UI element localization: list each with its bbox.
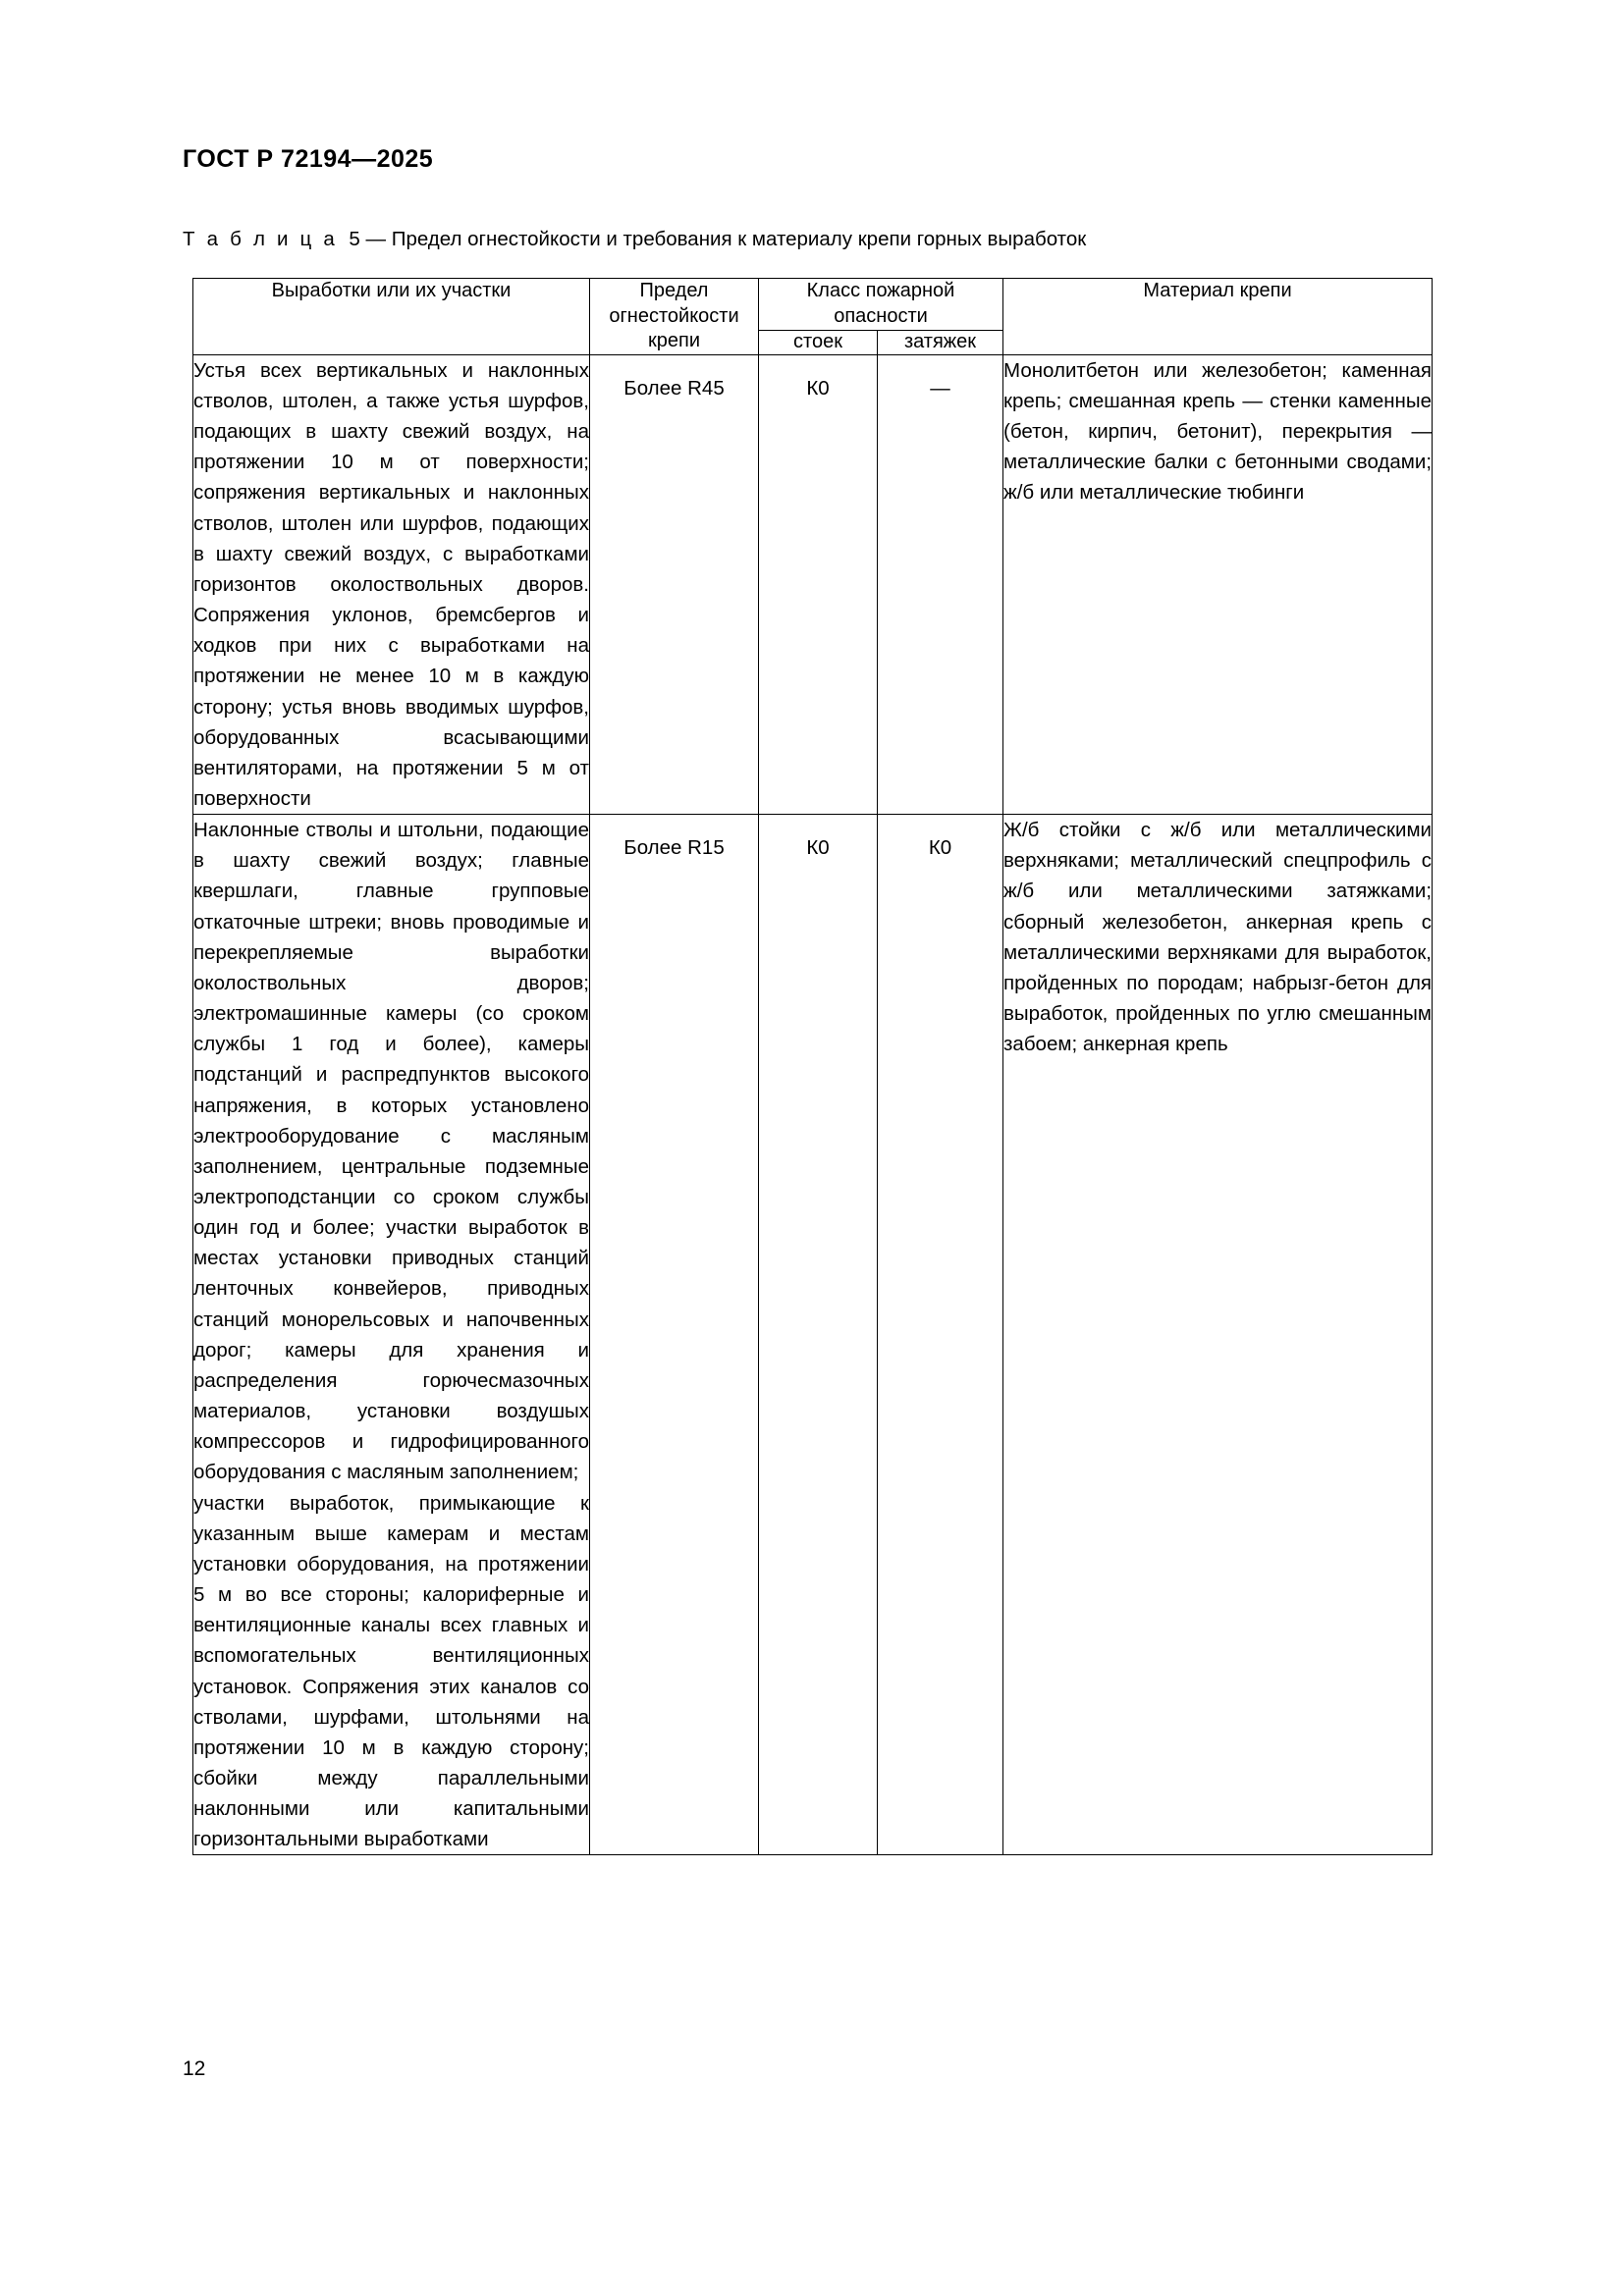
- fire-resistance-table: [192, 278, 1433, 1855]
- cell-class-lagging: —: [878, 354, 1003, 814]
- table-caption-label: Т а б л и ц а: [183, 228, 338, 250]
- header-workings: Выработки или их участки: [193, 279, 590, 355]
- cell-class-lagging: К0: [878, 815, 1003, 1855]
- cell-workings-text: Устья всех вертикальных и наклонных стволов, штолен, а также устья шурфов, подающих в шахту свежий воздух, на протяжении 10 м от поверхности; сопряжения вертикальных и наклонных стволов, штолен или шурфов, подающих в шахту свежий воздух, с выработками горизонтов околоствольных дворов. Сопряжения уклонов, бремсбергов и ходков при них с выработками на протяжении не менее 10 м в каждую сторону; устья вновь вводимых шурфов, оборудованных всасывающими вентиляторами, на протяжении 5 м от поверхности: [193, 358, 589, 810]
- cell-workings: [193, 815, 590, 1855]
- page-number: 12: [183, 2057, 206, 2080]
- cell-fire-resistance: Более R15: [590, 815, 759, 1855]
- cell-class-posts: К0: [759, 354, 878, 814]
- header-fire-resistance: Предел огнестойкости крепи: [590, 279, 759, 355]
- cell-workings-text-continued: участки выработок, примыкающие к указанным выше камерам и местам установки оборудования, на протяжении 5 м во все стороны; калориферные и вентиляционные каналы всех главных и вспомогательных вентиляционных установок. Сопряжения этих каналов со стволами, шурфами, штольнями на протяжении 10 м в каждую сторону; сбойки между параллельными наклонными или капитальными горизонтальными выработками: [193, 1491, 589, 1851]
- cell-material-text: Монолитбетон или железобетон; каменная крепь; смешанная крепь — стенки каменные (бетон, кирпич, бетонит), перекрытия — металлические балки с бетонными сводами; ж/б или металлические тюбинги: [1003, 358, 1433, 505]
- table-header-row-1: [193, 279, 1433, 331]
- table-row: [193, 815, 1433, 1855]
- document-standard-header: ГОСТ Р 72194—2025: [183, 145, 434, 173]
- cell-material: [1003, 815, 1433, 1855]
- header-fire-hazard-class: Класс пожарной опасности: [759, 279, 1003, 331]
- cell-material: [1003, 354, 1433, 814]
- cell-fire-resistance: Более R45: [590, 354, 759, 814]
- table-caption: [183, 228, 1086, 251]
- table-caption-number: 5: [349, 228, 360, 250]
- cell-class-posts: К0: [759, 815, 878, 1855]
- cell-material-text: Ж/б стойки с ж/б или металлическими верхняками; металлический спецпрофиль с ж/б или металлическими затяжками; сборный железобетон, анкерная крепь с металлическими верхняками для выработок, пройденных по породам; набрызг-бетон для выработок, пройденных по углю смешанным забоем; анкерная крепь: [1003, 819, 1433, 1056]
- cell-workings-text: Наклонные стволы и штольни, подающие в шахту свежий воздух; главные квершлаги, главные групповые откаточные штреки; вновь проводимые и перекрепляемые выработки околоствольных дворов; электромашинные камеры (со сроком службы 1 год и более), камеры подстанций и распредпунктов высокого напряжения, в которых установлено электрооборудование с масляным заполнением, центральные подземные электроподстанции со сроком службы один год и более; участки выработок в местах установки приводных станций ленточных конвейеров, приводных станций монорельсовых и напочвенных дорог; камеры для хранения и распределения горючесмазочных материалов, установки воздушых компрессоров и гидрофицированного оборудования с масляным заполнением;: [193, 819, 589, 1484]
- table-caption-text: — Предел огнестойкости и требования к материалу крепи горных выработок: [365, 228, 1087, 250]
- table-row: [193, 354, 1433, 814]
- header-class-posts: стоек: [759, 331, 878, 355]
- cell-workings: [193, 354, 590, 814]
- header-class-lagging: затяжек: [878, 331, 1003, 355]
- header-material: Материал крепи: [1003, 279, 1433, 355]
